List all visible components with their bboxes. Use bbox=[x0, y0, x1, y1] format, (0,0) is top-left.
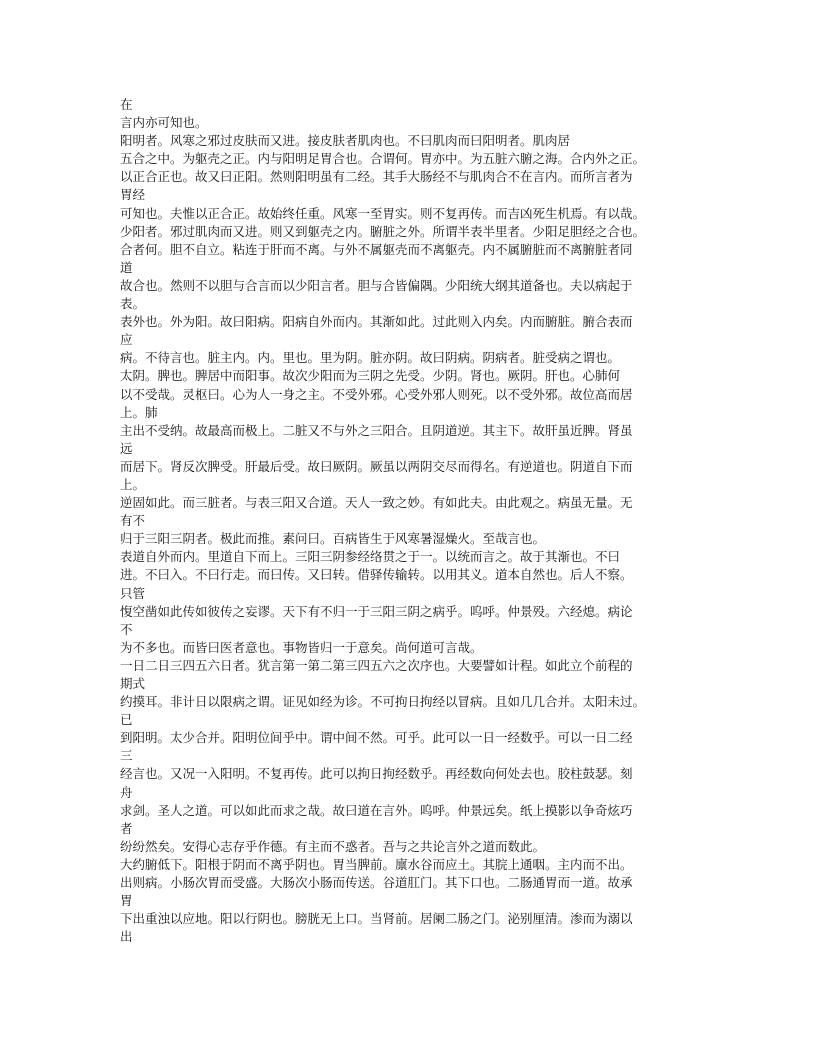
text-line: 表。 bbox=[120, 296, 146, 312]
text-line: 出则病。小肠次胃而受盛。大肠次小肠而传送。谷道肛门。其下口也。二肠通胃而一道。故承 bbox=[120, 875, 633, 891]
text-line: 阳明者。风寒之邪过皮肤而又进。接皮肤者肌肉也。不曰肌肉而曰阳明者。肌肉居 bbox=[120, 133, 571, 149]
text-line: 已 bbox=[120, 712, 133, 728]
text-line: 而居下。肾反次脾受。肝最后受。故曰厥阴。厥虽以两阴交尽而得名。有逆道也。阴道自下而 bbox=[120, 458, 633, 474]
text-line: 愎空凿如此传如彼传之妄谬。天下有不归一于三阳三阴之病乎。呜呼。仲景殁。六经熄。病论 bbox=[120, 603, 633, 619]
text-line: 故合也。然则不以胆与合言而以少阳言者。胆与合皆偏隅。少阳统大纲其道备也。夫以病起于 bbox=[120, 277, 633, 293]
text-line: 为不多也。而皆曰医者意也。事物皆归一于意矣。尚何道可言哉。 bbox=[120, 639, 483, 655]
text-line: 经言也。又况一入阳明。不复再传。此可以拘日拘经数乎。再经数向何处去也。胶柱鼓瑟。刻 bbox=[120, 766, 633, 782]
text-line: 下出重浊以应地。阳以行阴也。膀胱无上口。当肾前。居阑二肠之门。泌别厘清。渗而为溺以 bbox=[120, 911, 633, 927]
text-line: 三 bbox=[120, 748, 133, 764]
text-line: 可知也。夫惟以正合正。故始终任重。风寒一至胃实。则不复再传。而吉凶死生机焉。有以哉。 bbox=[120, 205, 646, 221]
text-line: 胃经 bbox=[120, 187, 146, 203]
text-line: 在 bbox=[120, 97, 133, 112]
text-line: 太阴。脾也。脾居中而阳事。故次少阳而为三阴之先受。少阴。肾也。厥阴。肝也。心肺何 bbox=[120, 368, 621, 384]
text-line: 言内亦可知也。 bbox=[120, 115, 208, 131]
text-line: 期式 bbox=[120, 676, 146, 691]
text-line: 出 bbox=[120, 929, 133, 945]
text-line: 表道自外而内。里道自下而上。三阳三阴参经络贯之于一。以统而言之。故于其渐也。不曰 bbox=[120, 549, 621, 565]
document-page bbox=[120, 96, 698, 946]
text-line: 一日二日三四五六日者。犹言第一第二第三四五六之次序也。大要譬如计程。如此立个前程的 bbox=[120, 657, 633, 673]
text-line: 道 bbox=[120, 259, 133, 275]
text-line: 约摸耳。非计日以限病之谓。证见如经为诊。不可拘日拘经以冒病。且如几几合并。太阳未过。 bbox=[120, 694, 646, 710]
text-line: 进。不曰入。不曰行走。而曰传。又曰转。借驿传输转。以用其义。道本自然也。后人不察。 bbox=[120, 567, 633, 583]
text-line: 舟 bbox=[120, 784, 133, 800]
text-line: 求剑。圣人之道。可以如此而求之哉。故曰道在言外。呜呼。仲景远矣。纸上摸影以争奇炫巧 bbox=[120, 802, 633, 818]
text-line: 上。肺 bbox=[120, 404, 158, 420]
text-line: 只管 bbox=[120, 585, 146, 601]
text-line: 五合之中。为躯壳之正。内与阳明足胃合也。合谓何。胃亦中。为五脏六腑之海。合内外之正。 bbox=[120, 151, 646, 167]
text-line: 以不受哉。灵枢曰。心为人一身之主。不受外邪。心受外邪人则死。以不受外邪。故位高而居 bbox=[120, 386, 633, 402]
text-line: 有不 bbox=[120, 513, 146, 529]
text-line: 逆固如此。而三脏者。与表三阳又合道。天人一致之妙。有如此夫。由此观之。病虽无量。无 bbox=[120, 495, 633, 511]
text-line: 合者何。胆不自立。粘连于肝而不离。与外不属躯壳而不离躯壳。内不属腑脏而不离腑脏者同 bbox=[120, 241, 633, 257]
text-line: 病。不待言也。脏主内。内。里也。里为阴。脏亦阴。故曰阴病。阴病者。脏受病之谓也。 bbox=[120, 350, 621, 366]
text-line: 远 bbox=[120, 440, 133, 456]
text-line: 上。 bbox=[120, 476, 146, 492]
text-line: 归于三阳三阴者。极此而推。素问曰。百病皆生于风寒暑湿燥火。至哉言也。 bbox=[120, 531, 546, 547]
text-line: 纷纷然矣。安得心志存乎作德。有主而不惑者。吾与之共论言外之道而数此。 bbox=[120, 838, 546, 854]
text-line: 到阳明。太少合并。阳明位间乎中。谓中间不然。可乎。此可以一日一经数乎。可以一日二经 bbox=[120, 730, 633, 746]
text-line: 应 bbox=[120, 332, 133, 348]
text-line: 主出不受纳。故最高而极上。二脏又不与外之三阳合。且阴道逆。其主下。故肝虽近脾。肾虽 bbox=[120, 422, 633, 438]
text-line: 表外也。外为阳。故曰阳病。阳病自外而内。其渐如此。过此则入内矣。内而腑脏。腑合表而 bbox=[120, 314, 633, 330]
text-line: 不 bbox=[120, 621, 133, 637]
text-line: 胃 bbox=[120, 893, 133, 909]
text-line: 者 bbox=[120, 820, 133, 836]
text-line: 少阳者。邪过肌肉而又进。则又到躯壳之内。腑脏之外。所谓半表半里者。少阳足胆经之合也。 bbox=[120, 223, 646, 239]
text-line: 大约腑低下。阳根于阴而不离乎阴也。胃当脾前。廪水谷而应土。其脘上通咽。主内而不出。 bbox=[120, 856, 633, 872]
text-line: 以正合正也。故又曰正阳。然则阳明虽有二经。其手大肠经不与肌肉合不在言内。而所言者为 bbox=[120, 169, 633, 185]
